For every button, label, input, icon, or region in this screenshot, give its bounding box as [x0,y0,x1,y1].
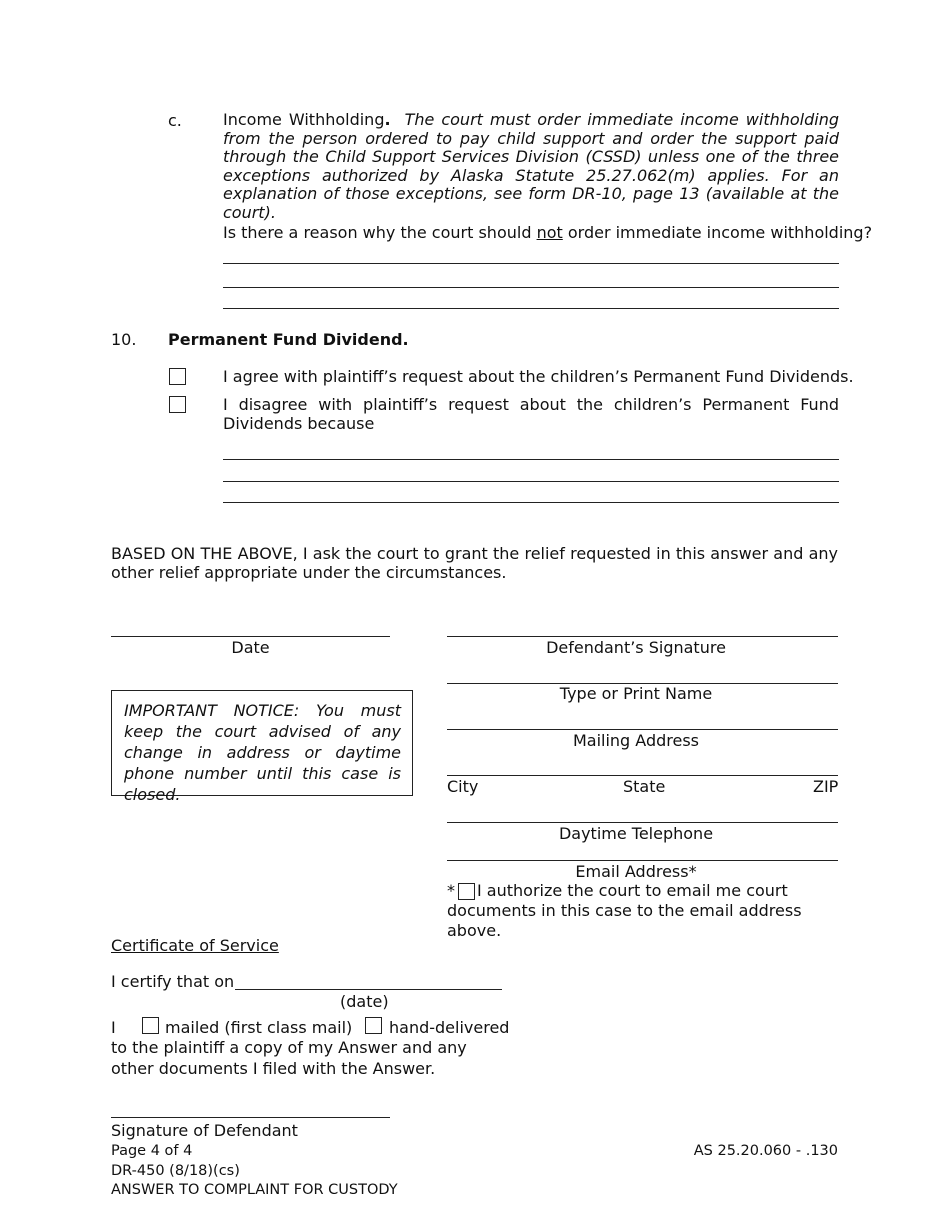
email-address-label: Email Address* [575,862,697,881]
income-withholding-heading: Income Withholding [223,110,385,129]
footer-statute: AS 25.20.060 - .130 [693,1143,838,1159]
city-label: City [447,777,479,796]
certificate-of-service-title: Certificate of Service [111,936,279,955]
section-c-letter: c. [168,111,182,130]
mailing-address-label: Mailing Address [572,731,700,750]
disagree-reason-line-3[interactable] [223,502,839,503]
certify-on-label: I certify that on [111,972,235,991]
important-notice-box: IMPORTANT NOTICE: You must keep the court advised of any change in address or daytime phone number until this case is closed. [111,690,413,796]
email-address-line[interactable] [447,860,838,861]
section-10-title: Permanent Fund Dividend. [168,330,409,349]
question-text-before: Is there a reason why the court should [223,223,537,242]
hand-delivered-checkbox[interactable] [365,1017,382,1034]
agree-option-label: I agree with plaintiff’s request about the children’s Permanent Fund Dividends. [223,367,854,386]
signature-of-defendant-label: Signature of Defendant [111,1121,298,1140]
income-withholding-paragraph [223,111,839,223]
daytime-telephone-label: Daytime Telephone [558,824,714,843]
heading-period: . [384,110,391,129]
defendant-signature-cert-line[interactable] [111,1117,390,1118]
footer-form-title: ANSWER TO COMPLAINT FOR CUSTODY [111,1182,398,1198]
income-withholding-question [223,223,872,242]
agree-checkbox[interactable] [169,368,186,385]
footer-left [111,1142,398,1201]
mailing-address-line[interactable] [447,729,838,730]
defendant-signature-label: Defendant’s Signature [546,638,726,657]
print-name-label: Type or Print Name [559,684,713,703]
state-label: State [623,777,666,796]
disagree-reason-line-1[interactable] [223,459,839,460]
mailed-checkbox[interactable] [142,1017,159,1034]
date-line[interactable] [111,636,390,637]
certificate-body: to the plaintiff a copy of my Answer and any other documents I filed with the Answer. [111,1038,467,1078]
based-on-above-paragraph: BASED ON THE ABOVE, I ask the court to grant the relief requested in this answer and any other relief appropriate under the circumstances. [111,544,838,582]
date-label: Date [231,638,270,657]
email-authorize-label: I authorize the court to email me court documents in this case to the email address above. [447,881,802,940]
footer-page-number: Page 4 of 4 [111,1143,193,1159]
hand-delivered-label: hand-delivered [389,1018,510,1037]
withholding-answer-line-2[interactable] [223,287,839,288]
certify-i-label: I [111,1018,116,1037]
daytime-telephone-line[interactable] [447,822,838,823]
section-10-number: 10. [111,330,137,349]
question-text-after: order immediate income withholding? [562,223,873,242]
question-underlined-not: not [536,223,563,242]
footer-form-number: DR-450 (8/18)(cs) [111,1162,240,1179]
certify-date-line[interactable] [235,989,502,990]
withholding-answer-line-3[interactable] [223,308,839,309]
withholding-answer-line-1[interactable] [223,263,839,264]
disagree-reason-line-2[interactable] [223,481,839,482]
certify-date-caption: (date) [340,992,389,1011]
mailed-label: mailed (first class mail) [165,1018,353,1037]
disagree-option-label: I disagree with plaintiff’s request about the children’s Permanent Fund Dividends because [223,395,839,433]
disagree-checkbox[interactable] [169,396,186,413]
income-withholding-text: The court must order immediate income withholding from the person ordered to pay child support and order the support paid through the Child Support Services Division (CSSD) unless one of the three exceptions authorized by Alaska Statute 25.27.062(m) applies. For an explanation of those exceptions, see form DR-10, page 13 (available at the court). [223,110,840,222]
email-asterisk: * [447,881,455,900]
defendant-signature-line[interactable] [447,636,838,637]
zip-label: ZIP [813,777,839,796]
city-state-zip-line[interactable] [447,775,838,776]
